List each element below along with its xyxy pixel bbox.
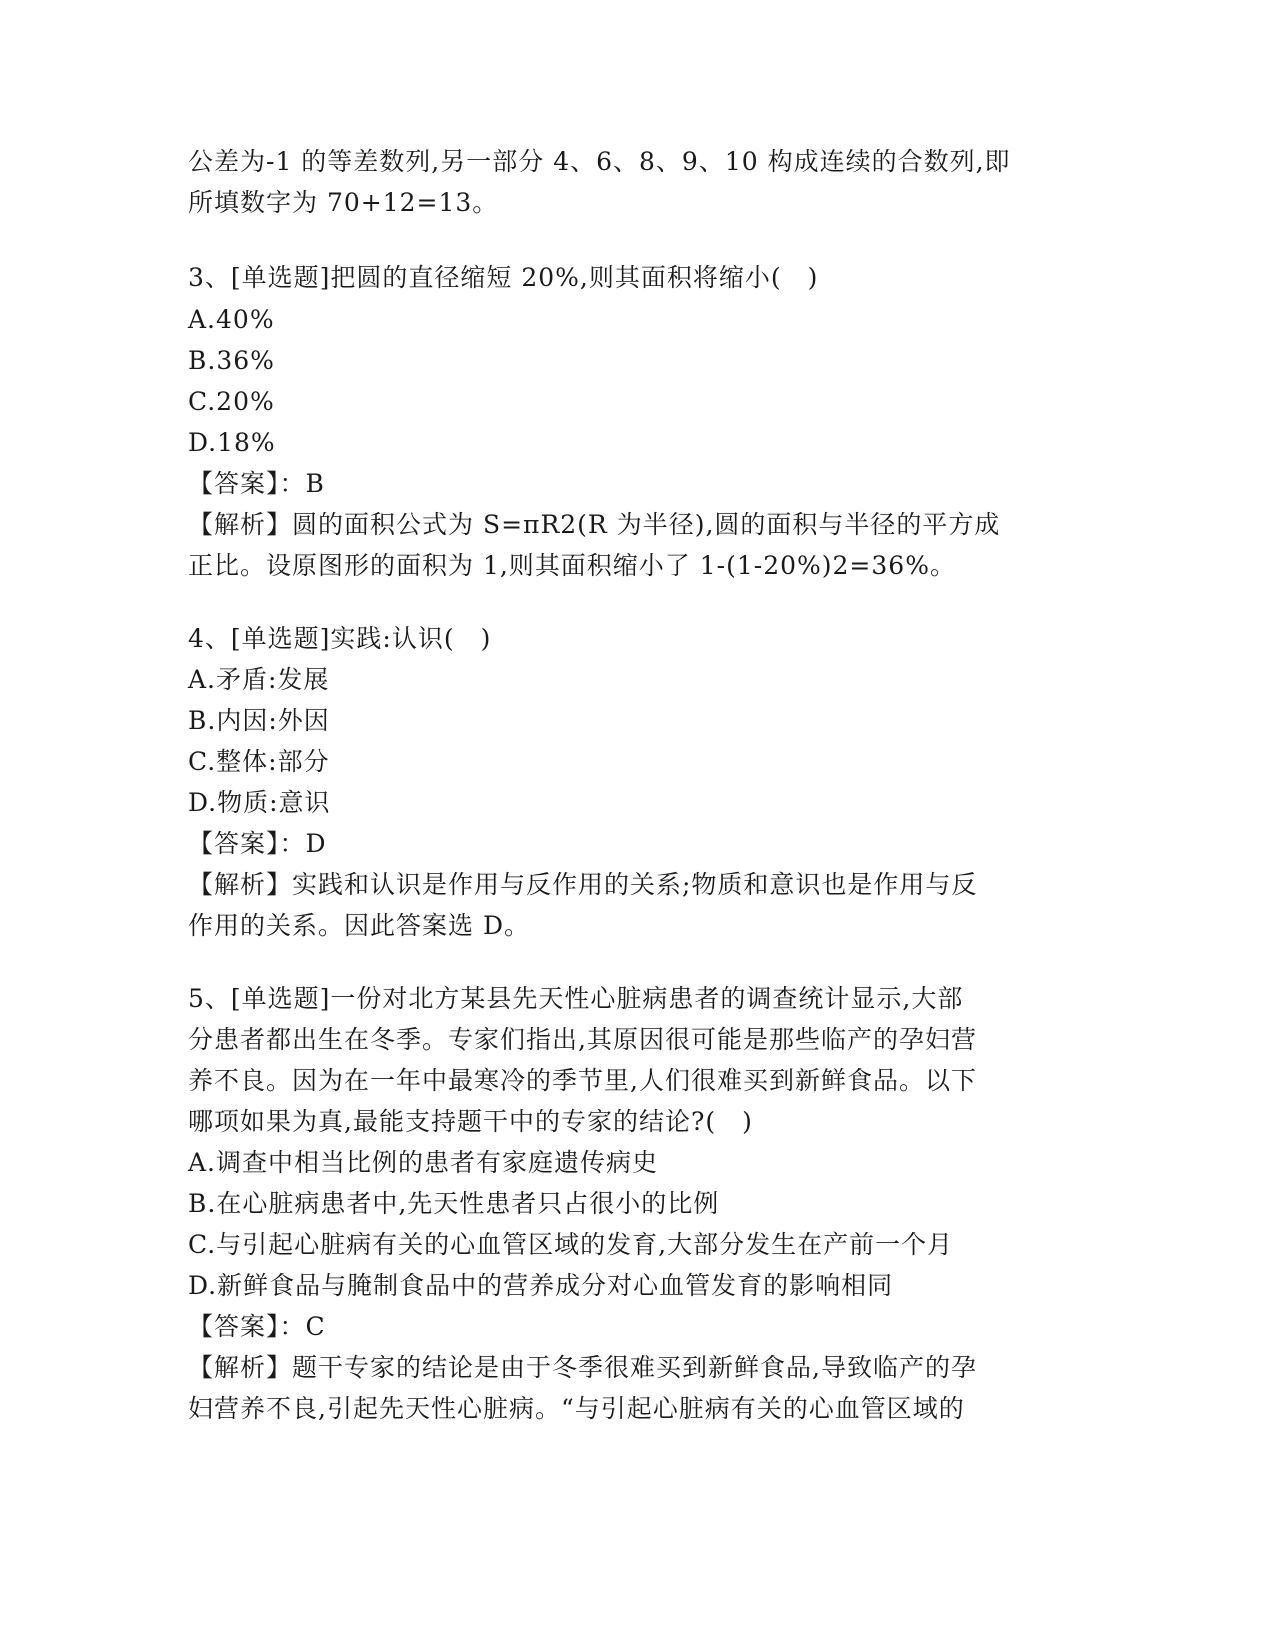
- question-3-stem: 3、[单选题]把圆的直径缩短 20%,则其面积将缩小( ): [188, 263, 819, 292]
- question-5-option-a: A.调查中相当比例的患者有家庭遗传病史: [188, 1148, 659, 1177]
- question-3-option-b: B.36%: [188, 346, 275, 375]
- question-5-explanation-1: 【解析】题干专家的结论是由于冬季很难买到新鲜食品,导致临产的孕: [188, 1353, 977, 1382]
- question-4-option-a: A.矛盾:发展: [188, 665, 330, 694]
- question-5-option-d: D.新鲜食品与腌制食品中的营养成分对心血管发育的影响相同: [188, 1271, 894, 1300]
- question-3-answer: 【答案】：B: [188, 469, 325, 498]
- question-5-explanation-2: 妇营养不良,引起先天性心脏病。“与引起心脏病有关的心血管区域的: [188, 1394, 965, 1423]
- question-4-answer: 【答案】：D: [188, 829, 327, 858]
- question-4-option-c: C.整体:部分: [188, 747, 330, 776]
- question-5-stem-3: 养不良。因为在一年中最寒冷的季节里,人们很难买到新鲜食品。以下: [188, 1066, 977, 1095]
- question-4-explanation-1: 【解析】实践和认识是作用与反作用的关系;物质和意识也是作用与反: [188, 870, 978, 899]
- question-4-stem: 4、[单选题]实践:认识( ): [188, 624, 492, 653]
- question-4-option-b: B.内因:外因: [188, 706, 330, 735]
- question-5-stem-1: 5、[单选题]一份对北方某县先天性心脏病患者的调查统计显示,大部: [188, 984, 964, 1013]
- question-3-option-d: D.18%: [188, 428, 276, 457]
- text-line-q2-explanation-2: 所填数字为 70+12=13。: [188, 188, 499, 217]
- question-4-explanation-2: 作用的关系。因此答案选 D。: [188, 911, 530, 940]
- question-5-stem-4: 哪项如果为真,最能支持题干中的专家的结论?( ): [188, 1107, 753, 1136]
- question-3-explanation-2: 正比。设原图形的面积为 1,则其面积缩小了 1-(1-20%)2=36%。: [188, 551, 956, 580]
- question-3-option-c: C.20%: [188, 387, 275, 416]
- question-5-option-c: C.与引起心脏病有关的心血管区域的发育,大部分发生在产前一个月: [188, 1230, 954, 1259]
- question-5-stem-2: 分患者都出生在冬季。专家们指出,其原因很可能是那些临产的孕妇营: [188, 1025, 977, 1054]
- question-3-explanation-1: 【解析】圆的面积公式为 S=πR2(R 为半径),圆的面积与半径的平方成: [188, 510, 1001, 539]
- question-4-option-d: D.物质:意识: [188, 788, 331, 817]
- text-line-q2-explanation-1: 公差为-1 的等差数列,另一部分 4、6、8、9、10 构成连续的合数列,即: [188, 147, 1011, 176]
- question-5-option-b: B.在心脏病患者中,先天性患者只占很小的比例: [188, 1189, 720, 1218]
- question-3-option-a: A.40%: [188, 305, 275, 334]
- question-5-answer: 【答案】：C: [188, 1312, 326, 1341]
